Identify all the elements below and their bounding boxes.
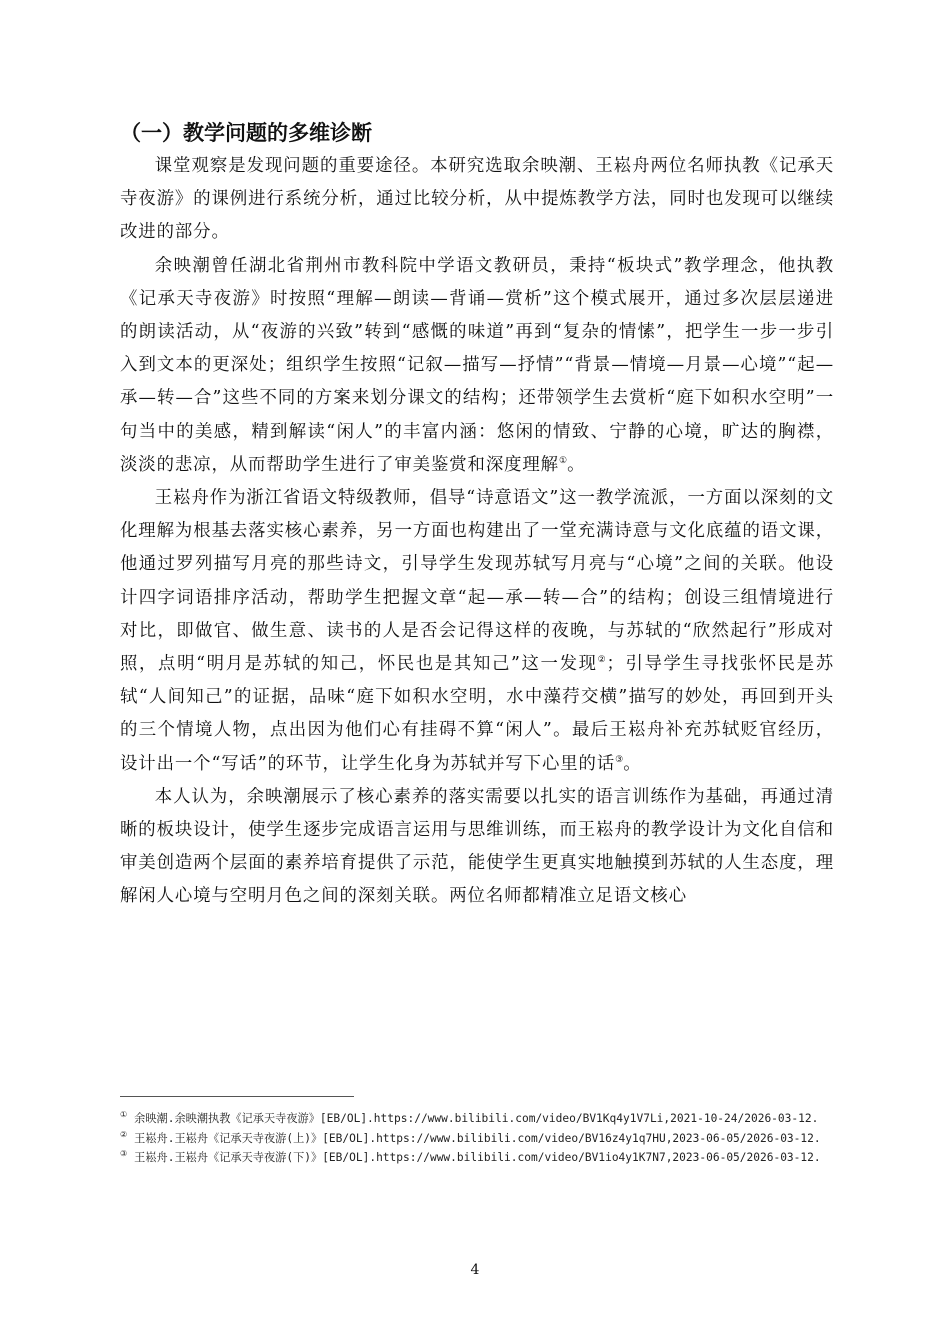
footnote-mark: ③ xyxy=(120,1149,128,1159)
body-text xyxy=(120,150,834,914)
footnote-3 xyxy=(120,1149,836,1168)
section-heading: （一）教学问题的多维诊断 xyxy=(120,121,372,145)
footnote-ref-1[interactable]: ① xyxy=(558,456,568,467)
footnote-2 xyxy=(120,1130,836,1149)
paragraph-text-cont: ；引导学生寻找张怀民是苏轼“人间知己”的证据，品味“庭下如积水空明，水中藻荇交横”描写的妙处，再回到开头的三个情境人物，点出因为他们心有挂碍不算“闲人”。最后王崧舟补充苏轼贬官经历，设计出一个“写话”的环节，让学生化身为苏轼并写下心里的话 xyxy=(120,654,834,774)
paragraph-text: 王崧舟作为浙江省语文特级教师，倡导“诗意语文”这一教学流派，一方面以深刻的文化理解为根基去落实核心素养，另一方面也构建出了一堂充满诗意与文化底蕴的语文课，他通过罗列描写月亮的那些诗文，引导学生发现苏轼写月亮与“心境”之间的关联。他设计四字词语排序活动，帮助学生把握文章“起—承—转—合”的结构；创设三组情境进行对比，即做官、做生意、读书的人是否会记得这样的夜晚，与苏轼的“欣然起行”形成对照，点明“明月是苏轼的知己，怀民也是其知己”这一发现 xyxy=(120,488,834,675)
footnote-text: 王崧舟.王崧舟《记承天寺夜游(上)》[EB/OL].https://www.bilibili.com/video/BV16z4y1q7HU,2023-06-05/2026-03-12. xyxy=(134,1131,821,1145)
paragraph-text-tail: 。 xyxy=(567,454,586,475)
footnote-text: 余映潮.余映潮执教《记承天寺夜游》[EB/OL].https://www.bilibili.com/video/BV1Kq4y1V7Li,2021-10-24/2026-03-12. xyxy=(134,1112,819,1125)
paragraph-1 xyxy=(120,150,834,250)
paragraph-2 xyxy=(120,250,834,482)
footnote-1 xyxy=(120,1110,836,1129)
page-number: 4 xyxy=(470,1262,480,1278)
paragraph-4 xyxy=(120,781,834,914)
footnotes xyxy=(120,1110,836,1169)
footnote-ref-2[interactable]: ② xyxy=(597,655,607,666)
paragraph-text: 本人认为，余映潮展示了核心素养的落实需要以扎实的语言训练作为基础，再通过清晰的板块设计，使学生逐步完成语言运用与思维训练，而王崧舟的教学设计为文化自信和审美创造两个层面的素养培育提供了示范，能使学生更真实地触摸到苏轼的人生态度，理解闲人心境与空明月色之间的深刻关联。两位名师都精准立足语文核心 xyxy=(120,786,834,907)
paragraph-3 xyxy=(120,482,834,781)
footnote-mark: ① xyxy=(120,1110,128,1120)
paragraph-text: 余映潮曾任湖北省荆州市教科院中学语文教研员，秉持“板块式”教学理念，他执教《记承天寺夜游》时按照“理解—朗读—背诵—赏析”这个模式展开，通过多次层层递进的朗读活动，从“夜游的兴致”转到“感慨的味道”再到“复杂的情愫”，把学生一步一步引入到文本的更深处；组织学生按照“记叙—描写—抒情”“背景—情境—月景—心境”“起—承—转—合”这些不同的方案来划分课文的结构；还带领学生去赏析“庭下如积水空明”一句当中的美感，精到解读“闲人”的丰富内涵：悠闲的情致、宁静的心境，旷达的胸襟，淡淡的悲凉，从而帮助学生进行了审美鉴赏和深度理解 xyxy=(120,255,834,475)
footnote-ref-3[interactable]: ③ xyxy=(615,754,624,765)
footnote-text: 王崧舟.王崧舟《记承天寺夜游(下)》[EB/OL].https://www.bilibili.com/video/BV1io4y1K7N7,2023-06-05/2026-03-12. xyxy=(134,1151,821,1165)
paragraph-text-tail: 。 xyxy=(623,753,642,774)
footnote-separator xyxy=(120,1096,354,1097)
footnote-mark: ② xyxy=(120,1129,128,1139)
paragraph-text: 课堂观察是发现问题的重要途径。本研究选取余映潮、王崧舟两位名师执教《记承天寺夜游》的课例进行系统分析，通过比较分析，从中提炼教学方法，同时也发现可以继续改进的部分。 xyxy=(120,156,834,243)
